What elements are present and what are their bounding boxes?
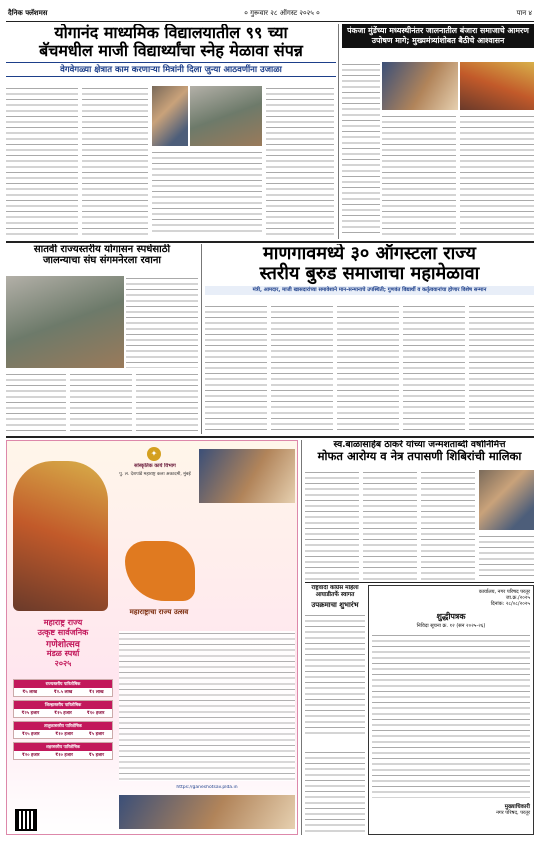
prize-group-label: जिल्हास्तरीय पारितोषिक xyxy=(14,701,112,709)
notice-tender-ref: निविदा सूचना क्र. १२ (सन २०२५-२६) xyxy=(416,623,486,629)
municipal-notice xyxy=(368,585,534,835)
prize-amount: ₹५ लाख xyxy=(22,690,37,695)
banjara-photo-2 xyxy=(460,62,534,110)
story-yoga-headline-1: सातवी राज्यस्तरीय योगासन स्पर्धेसाठी xyxy=(33,244,171,255)
story-health-headline-2: मोफत आरोग्य व नेत्र तपासणी शिबिरांची मालिका xyxy=(317,449,522,464)
prize-group xyxy=(13,700,113,718)
story-burud-body-col5 xyxy=(469,304,534,432)
prize-group xyxy=(13,742,113,760)
prize-amount: ₹२५ हजार xyxy=(21,711,40,716)
prize-amount: ₹१५ हजार xyxy=(54,711,72,716)
reunion-photo-1 xyxy=(152,86,188,146)
prize-amounts xyxy=(14,709,112,717)
story-banjara xyxy=(342,24,534,239)
side-box-ncp xyxy=(305,585,365,745)
story-health-body-col2 xyxy=(363,470,417,580)
prize-amount: ₹२.५ लाख xyxy=(53,690,73,695)
leaders-photo xyxy=(199,449,295,503)
prize-group-label: राज्यस्तरीय पारितोषिक xyxy=(14,680,112,688)
side-box-heading: राष्ट्रवादी कॉंग्रेस महिला आघाडीतर्फे स्वागत xyxy=(311,585,359,598)
notice-signature: मुख्याधिकारी xyxy=(504,804,530,810)
advert-url: https://ganeshotsav.plda.in xyxy=(176,785,238,790)
story-yoga-body-col3 xyxy=(136,372,198,432)
advert-title-3: गणेशोत्सव xyxy=(46,640,80,650)
story-burud-body-col2 xyxy=(271,304,333,432)
story-banjara-body-col3 xyxy=(460,114,534,237)
notice-date: दिनांक: २८/०८/२०२५ xyxy=(490,601,530,607)
notice-body xyxy=(372,633,530,798)
advert-department-sub: पु. ल. देशपांडे महाराष्ट्र कला अकादमी, मुंबई xyxy=(119,472,191,477)
story-banjara-headline: पंकजा मुंडेंच्या मध्यस्थीनंतर जालनातील बंजारा समाजाचे आमरण उपोषण मागे; मुख्यमंत्र्यांशोबत बैठीचे आश्वासन xyxy=(342,24,534,48)
reunion-photo-caption xyxy=(152,150,262,236)
notice-signature-sub: नगर परिषद, परतूर xyxy=(496,810,530,816)
story-burud-headline-1: माणगावमध्ये ३० ऑगस्टला राज्य xyxy=(263,244,476,264)
notice-ref: जा.क्र./२०२५ xyxy=(505,595,530,601)
story-health-body-col4 xyxy=(479,534,534,580)
side-box-sub: उपक्रमाचा शुभारंभ xyxy=(311,601,359,609)
banjara-photo-1 xyxy=(382,62,458,110)
story-reunion-subhead: वेगवेगळ्या क्षेत्रात काम करणाऱ्या मित्रांनी दिला जुन्या आठवणींना उजाळा xyxy=(6,62,336,77)
advert-department: सांस्कृतिक कार्य विभाग xyxy=(134,463,176,469)
story-banjara-body-col2 xyxy=(382,114,456,237)
story-health-headline-1: स्व.बाळासाहेब ठाकरे यांच्या जन्मशताब्दी वर्षानिमित्त xyxy=(333,440,506,450)
story-reunion xyxy=(6,24,336,239)
prize-group xyxy=(13,721,113,739)
ganeshotsav-advert xyxy=(6,440,298,835)
balasaheb-portrait xyxy=(479,470,534,530)
story-burud-body-col3 xyxy=(337,304,399,432)
story-reunion-headline-1: योगानंद माध्यमिक विद्यालयातील ९९ च्या xyxy=(54,24,288,42)
prize-group-label: तालुकास्तरीय पारितोषिक xyxy=(14,722,112,730)
story-reunion-body-col1 xyxy=(6,86,78,236)
story-burud-headline-2: स्तरीय बुरुड समाजाचा महामेळावा xyxy=(259,263,480,285)
paper-name: दैनिक फ्लॅशमस xyxy=(8,9,48,17)
story-burud-body-col4 xyxy=(403,304,465,432)
prize-amounts xyxy=(14,688,112,696)
prize-amount: ₹१० हजार xyxy=(55,732,73,737)
prize-amount: ₹१ लाख xyxy=(89,690,104,695)
advert-details xyxy=(119,631,295,781)
yoga-team-photo xyxy=(6,276,124,368)
qr-code-icon xyxy=(15,809,37,831)
story-yoga-body-col2 xyxy=(70,372,132,432)
prize-amounts xyxy=(14,730,112,738)
maharashtra-map xyxy=(125,541,195,601)
story-yoga-headline-2: जालन्याचा संघ संगमनेरला रवाना xyxy=(43,255,161,267)
story-banjara-body-col1 xyxy=(342,62,380,237)
advert-festival: महाराष्ट्राचा राज्य उत्सव xyxy=(129,607,189,616)
story-burud xyxy=(205,244,534,434)
prize-group xyxy=(13,679,113,697)
prize-amount: ₹५ हजार xyxy=(88,753,105,758)
advert-year: २०२५ xyxy=(54,658,72,668)
advert-title-4: मंडळ स्पर्धा xyxy=(46,648,80,658)
story-reunion-body-col3 xyxy=(266,86,334,236)
notice-title: शुद्धीपत्रक xyxy=(436,612,466,621)
officials-photos xyxy=(119,795,295,829)
prize-amount: ₹१० हजार xyxy=(55,753,73,758)
story-health-body-col1 xyxy=(305,470,359,580)
ganesha-image xyxy=(13,461,108,611)
prize-amount: ₹१० हजार xyxy=(86,711,105,716)
story-burud-subhead: मंत्री, आमदार, माजी खासदारांच्या समावेशाने मान-सन्मानाचे उपस्थिती; गुणवंत विद्यार्थी व कर्तृत्ववानांचा होणार विशेष सन्मान xyxy=(205,286,534,295)
page-number: पान ४ xyxy=(516,9,532,17)
yoga-photo-caption xyxy=(126,276,198,368)
reunion-photo-2 xyxy=(190,86,262,146)
story-yoga-body-col1 xyxy=(6,372,66,432)
page-header xyxy=(6,6,534,22)
side-box-body xyxy=(305,613,365,738)
prize-amounts xyxy=(14,751,112,759)
story-burud-body-col1 xyxy=(205,304,267,432)
advert-title-2: उत्कृष्ट सार्वजनिक xyxy=(37,627,89,637)
advert-title-1: महाराष्ट्र राज्य xyxy=(43,617,83,627)
notice-office: कार्यालय, नगर परिषद परतूर xyxy=(478,589,530,595)
prize-list xyxy=(13,679,113,805)
story-health-body-col3 xyxy=(421,470,475,580)
prize-amount: ₹५ हजार xyxy=(88,732,105,737)
story-reunion-body-col2 xyxy=(82,86,148,236)
story-yoga xyxy=(6,244,198,434)
prize-amount: ₹२० हजार xyxy=(21,753,40,758)
issue-date: ० गुरूवार २८ ऑगस्ट २०२५ ० xyxy=(244,9,320,17)
prize-amount: ₹१५ हजार xyxy=(21,732,40,737)
story-reunion-headline-2: बॅचमधील माजी विद्यार्थ्यांचा स्नेह मेळावा संपन्न xyxy=(39,40,303,60)
emblem-icon: ✦ xyxy=(147,447,161,461)
story-health-camp xyxy=(305,440,534,580)
prize-group-label: शहरस्तरीय पारितोषिक xyxy=(14,743,112,751)
side-box-body-continued xyxy=(305,750,365,835)
